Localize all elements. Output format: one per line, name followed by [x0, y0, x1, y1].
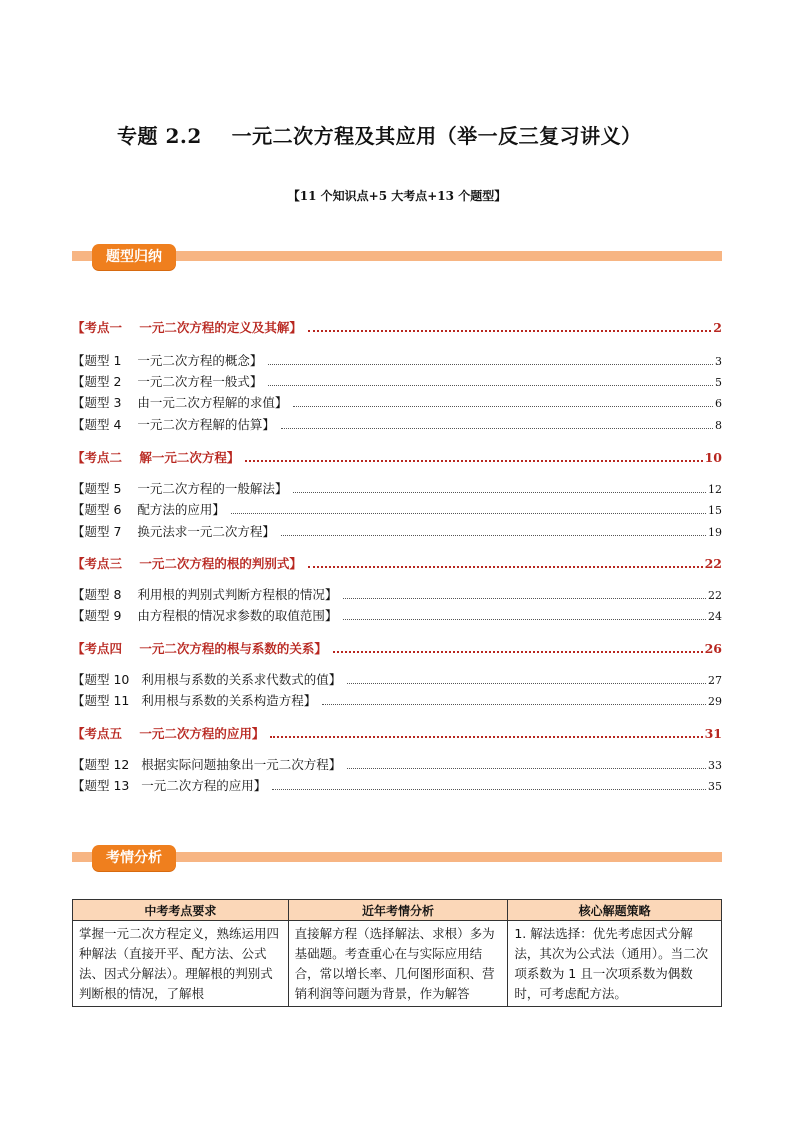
toc-type-label: 【题型 10 利用根与系数的关系求代数式的值】 — [72, 672, 342, 687]
exam-analysis-table — [72, 899, 722, 1007]
toc-page-number: 6 — [715, 397, 722, 410]
table-header-analysis: 近年考情分析 — [288, 900, 508, 921]
toc-leader-dots — [322, 704, 706, 705]
toc-page-number: 31 — [704, 726, 722, 741]
toc-point-label: 【考点一 一元二次方程的定义及其解】 — [72, 320, 302, 335]
toc-type-3[interactable] — [72, 393, 722, 411]
toc-type-label: 【题型 13 一元二次方程的应用】 — [72, 778, 267, 793]
toc-type-label: 【题型 5 一元二次方程的一般解法】 — [72, 481, 288, 496]
toc-type-6[interactable] — [72, 500, 722, 518]
toc-leader-dots — [308, 566, 703, 568]
toc-page-number: 27 — [708, 674, 722, 687]
table-header-strategy: 核心解题策略 — [508, 900, 722, 921]
section-banner-toc — [72, 244, 722, 270]
toc-page-number: 26 — [704, 641, 722, 656]
toc-leader-dots — [333, 651, 703, 653]
toc-leader-dots — [343, 619, 706, 620]
toc-page-number: 5 — [715, 376, 722, 389]
toc-page-number: 33 — [708, 759, 722, 772]
toc-leader-dots — [281, 535, 706, 536]
toc-point-label: 【考点五 一元二次方程的应用】 — [72, 726, 265, 741]
toc-page-number: 12 — [708, 483, 722, 496]
toc-type-label: 【题型 11 利用根与系数的关系构造方程】 — [72, 693, 317, 708]
toc-leader-dots — [245, 460, 702, 462]
table-header-requirements: 中考考点要求 — [73, 900, 289, 921]
toc-leader-dots — [347, 683, 706, 684]
section-tag-analysis: 考情分析 — [92, 845, 176, 871]
toc-page-number: 3 — [715, 355, 722, 368]
toc-page-number: 2 — [713, 320, 722, 335]
toc-type-label: 【题型 7 换元法求一元二次方程】 — [72, 524, 275, 539]
toc-type-4[interactable] — [72, 415, 722, 433]
toc-type-label: 【题型 1 一元二次方程的概念】 — [72, 353, 263, 368]
toc-type-2[interactable] — [72, 372, 722, 390]
toc-type-label: 【题型 4 一元二次方程解的估算】 — [72, 417, 275, 432]
table-header-row — [73, 900, 722, 921]
toc-page-number: 35 — [708, 780, 722, 793]
toc-type-label: 【题型 12 根据实际问题抽象出一元二次方程】 — [72, 757, 342, 772]
toc-leader-dots — [231, 513, 706, 514]
document-subtitle: 【11 个知识点+5 大考点+13 个题型】 — [287, 189, 507, 203]
toc-leader-dots — [308, 330, 711, 332]
toc-point-2[interactable] — [72, 448, 722, 466]
table-cell-analysis: 直接解方程（选择解法、求根）多为基础题。考查重心在与实际应用结合，常以增长率、几何图形面积、营销利润等问题为背景，作为解答 — [288, 921, 508, 1007]
toc-point-5[interactable] — [72, 724, 722, 742]
toc-point-3[interactable] — [72, 554, 722, 572]
toc-type-label: 【题型 3 由一元二次方程解的求值】 — [72, 395, 288, 410]
toc-point-label: 【考点四 一元二次方程的根与系数的关系】 — [72, 641, 327, 656]
toc-type-11[interactable] — [72, 691, 722, 709]
toc-page-number: 24 — [708, 610, 722, 623]
toc-type-label: 【题型 2 一元二次方程一般式】 — [72, 374, 263, 389]
toc-type-8[interactable] — [72, 585, 722, 603]
toc-type-label: 【题型 9 由方程根的情况求参数的取值范围】 — [72, 608, 338, 623]
table-cell-requirements: 掌握一元二次方程定义，熟练运用四种解法（直接开平、配方法、公式法、因式分解法）。理解根的判别式判断根的情况，了解根 — [73, 921, 289, 1007]
toc-leader-dots — [270, 736, 702, 738]
toc-point-1[interactable] — [72, 318, 722, 336]
toc-page-number: 22 — [708, 589, 722, 602]
toc-type-10[interactable] — [72, 670, 722, 688]
toc-leader-dots — [293, 406, 713, 407]
toc-type-9[interactable] — [72, 606, 722, 624]
toc-type-12[interactable] — [72, 755, 722, 773]
toc-point-4[interactable] — [72, 639, 722, 657]
toc-type-label: 【题型 8 利用根的判别式判断方程根的情况】 — [72, 587, 338, 602]
toc-leader-dots — [347, 768, 706, 769]
toc-type-5[interactable] — [72, 479, 722, 497]
toc-page-number: 29 — [708, 695, 722, 708]
toc-type-label: 【题型 6 配方法的应用】 — [72, 502, 225, 517]
toc-page-number: 8 — [715, 419, 722, 432]
toc-type-7[interactable] — [72, 522, 722, 540]
toc-page-number: 15 — [708, 504, 722, 517]
toc-leader-dots — [281, 428, 713, 429]
toc-page-number: 19 — [708, 526, 722, 539]
toc-leader-dots — [343, 598, 706, 599]
toc-leader-dots — [272, 789, 706, 790]
section-banner-analysis — [72, 845, 722, 871]
toc-leader-dots — [268, 385, 713, 386]
toc-type-1[interactable] — [72, 351, 722, 369]
toc-leader-dots — [293, 492, 706, 493]
toc-point-label: 【考点三 一元二次方程的根的判别式】 — [72, 556, 302, 571]
toc-page-number: 10 — [704, 450, 722, 465]
document-title: 专题 2.2 一元二次方程及其应用（举一反三复习讲义） — [117, 124, 642, 148]
toc-point-label: 【考点二 解一元二次方程】 — [72, 450, 240, 465]
section-tag-toc: 题型归纳 — [92, 244, 176, 270]
toc-type-13[interactable] — [72, 776, 722, 794]
toc-leader-dots — [268, 364, 713, 365]
table-row — [73, 921, 722, 1007]
toc-page-number: 22 — [704, 556, 722, 571]
table-cell-strategy: 1. 解法选择：优先考虑因式分解法，其次为公式法（通用）。当二次项系数为 1 且一次项系数为偶数时，可考虑配方法。 — [508, 921, 722, 1007]
